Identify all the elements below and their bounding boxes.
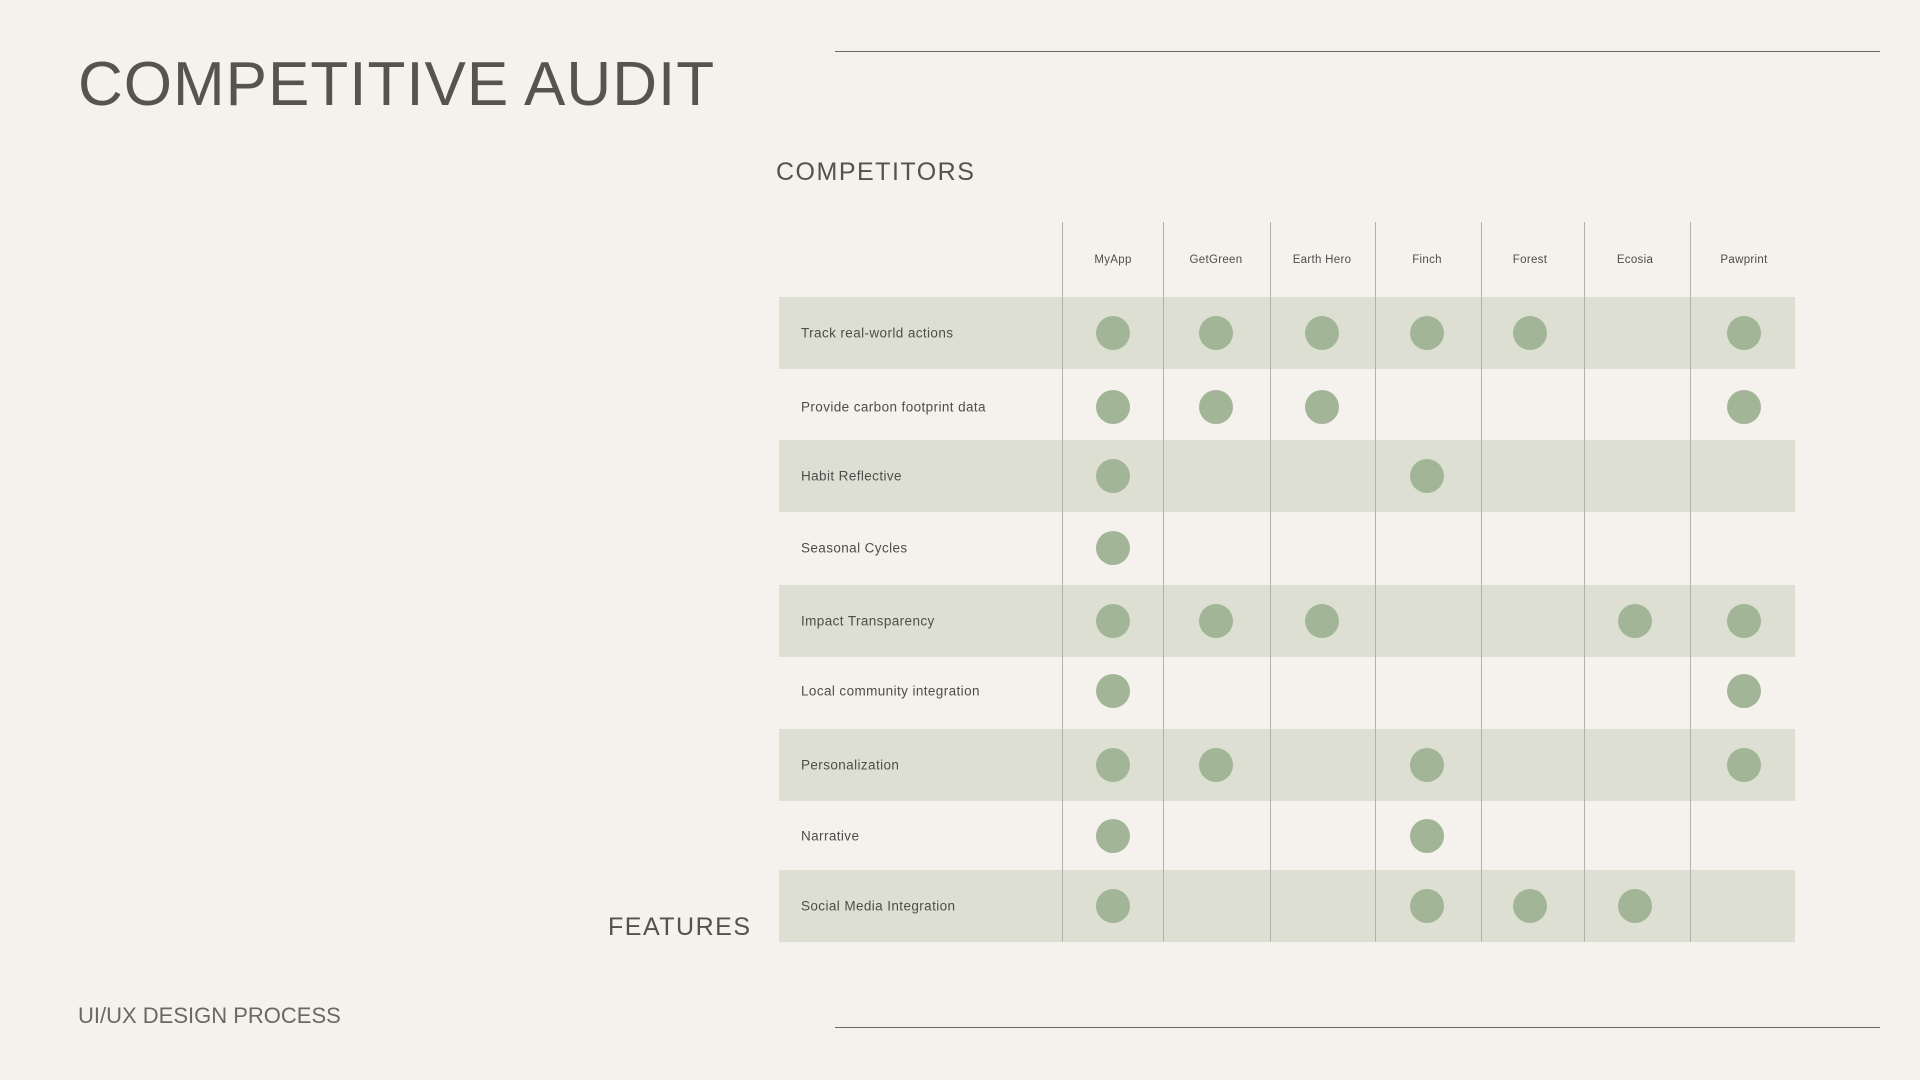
column-divider — [1270, 222, 1271, 942]
feature-present-dot — [1096, 390, 1130, 424]
feature-label: Seasonal Cycles — [801, 540, 908, 556]
column-divider — [1375, 222, 1376, 942]
feature-present-dot — [1199, 604, 1233, 638]
feature-present-dot — [1727, 316, 1761, 350]
feature-label: Local community integration — [801, 683, 980, 699]
feature-present-dot — [1618, 889, 1652, 923]
table-row-band — [779, 729, 1795, 801]
column-header: GetGreen — [1189, 254, 1243, 266]
feature-present-dot — [1410, 889, 1444, 923]
feature-present-dot — [1096, 604, 1130, 638]
feature-present-dot — [1410, 819, 1444, 853]
column-divider — [1062, 222, 1063, 942]
feature-present-dot — [1096, 674, 1130, 708]
feature-present-dot — [1096, 316, 1130, 350]
feature-present-dot — [1199, 748, 1233, 782]
feature-label: Habit Reflective — [801, 468, 902, 484]
feature-label: Provide carbon footprint data — [801, 399, 986, 415]
column-header: Finch — [1412, 254, 1442, 266]
column-header: Forest — [1512, 254, 1548, 266]
page-title: COMPETITIVE AUDIT — [78, 50, 716, 119]
competitors-heading: COMPETITORS — [776, 158, 976, 186]
column-header: Ecosia — [1616, 254, 1654, 266]
column-divider — [1584, 222, 1585, 942]
feature-present-dot — [1618, 604, 1652, 638]
feature-present-dot — [1305, 604, 1339, 638]
features-heading: FEATURES — [608, 913, 752, 941]
feature-present-dot — [1727, 748, 1761, 782]
feature-label: Social Media Integration — [801, 898, 956, 914]
column-header: Earth Hero — [1292, 254, 1352, 266]
feature-present-dot — [1305, 390, 1339, 424]
feature-present-dot — [1096, 819, 1130, 853]
feature-present-dot — [1199, 390, 1233, 424]
feature-label: Personalization — [801, 757, 900, 773]
feature-present-dot — [1096, 459, 1130, 493]
feature-present-dot — [1410, 459, 1444, 493]
feature-label: Track real-world actions — [801, 325, 954, 341]
feature-present-dot — [1096, 889, 1130, 923]
column-divider — [1690, 222, 1691, 942]
footer-label: UI/UX DESIGN PROCESS — [78, 1003, 341, 1028]
feature-present-dot — [1410, 748, 1444, 782]
column-header: MyApp — [1094, 254, 1132, 266]
bottom-divider — [835, 1027, 1880, 1028]
table-row-band — [779, 440, 1795, 512]
feature-present-dot — [1096, 748, 1130, 782]
column-header: Pawprint — [1720, 254, 1768, 266]
feature-label: Narrative — [801, 828, 860, 844]
feature-present-dot — [1410, 316, 1444, 350]
feature-present-dot — [1727, 674, 1761, 708]
feature-present-dot — [1305, 316, 1339, 350]
feature-label: Impact Transparency — [801, 613, 935, 629]
feature-present-dot — [1513, 889, 1547, 923]
feature-present-dot — [1727, 390, 1761, 424]
column-divider — [1163, 222, 1164, 942]
feature-present-dot — [1513, 316, 1547, 350]
feature-present-dot — [1727, 604, 1761, 638]
feature-present-dot — [1199, 316, 1233, 350]
column-divider — [1481, 222, 1482, 942]
feature-present-dot — [1096, 531, 1130, 565]
